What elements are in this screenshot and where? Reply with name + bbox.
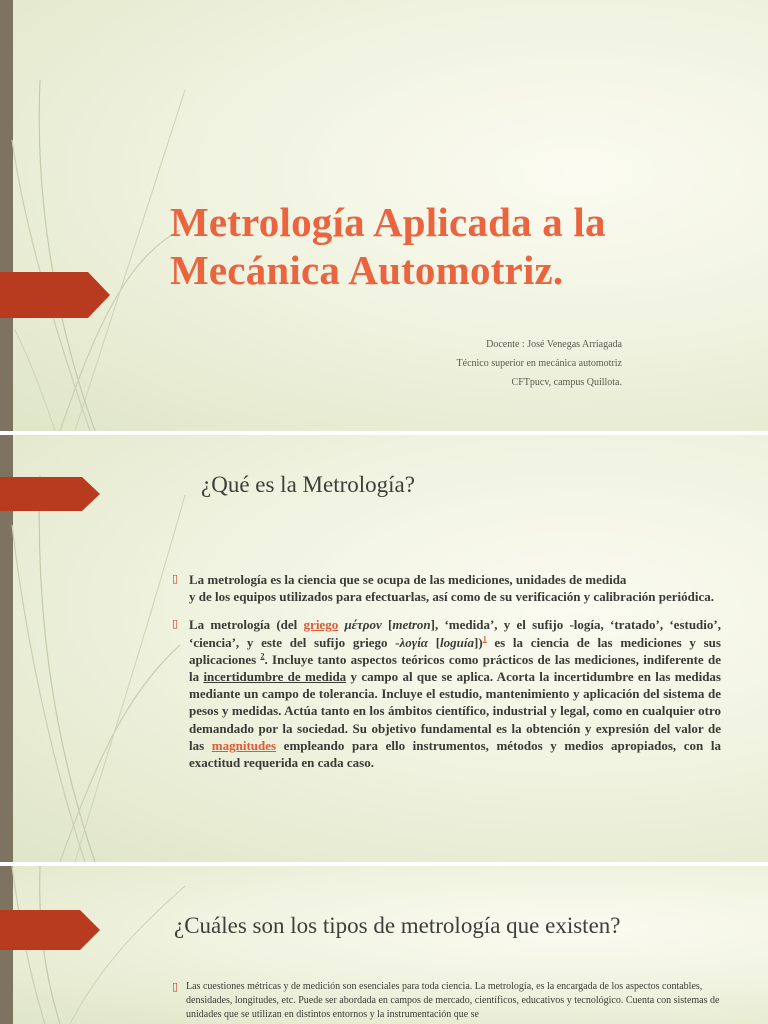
bullet-marker-icon: ▯ <box>172 618 179 631</box>
text-segment: es la ciencia de las mediciones y sus aplicaciones <box>189 634 721 667</box>
text-segment: . Incluye tanto aspectos teóricos como prácticos de las mediciones, indiferente de la <box>189 651 721 685</box>
text-segment: La metrología (del <box>189 617 304 633</box>
bullet-list <box>172 571 721 771</box>
list-item <box>172 616 721 771</box>
bullet-list <box>172 980 720 1022</box>
bullet-1-line-1: La metrología es la ciencia que se ocupa de las mediciones, unidades de medida <box>189 572 627 587</box>
greek-word: λογία <box>399 634 428 650</box>
text-segment: ], ‘medida’, y el sufijo -logía, ‘tratado’, ‘estudio’, ‘ciencia’, y este del sufijo griego - <box>189 617 721 650</box>
bullet-text: Las cuestiones métricas y de medición son esenciales para toda ciencia. La metrología, es la encargada de los aspectos contables, densidades, longitudes, etc. Puede ser abordada en campos de mercado, científicos, educativos y tecnológico. Cuenta con sistemas de unidades que se utilizan en distintos entornos y la instrumentación que se <box>186 981 720 1020</box>
greek-transliteration: metron <box>392 617 431 633</box>
link-griego[interactable]: griego <box>303 617 339 633</box>
bullet-1-line-2: y de los equipos utilizados para efectuarlas, así como de su verificación y calibración periódica. <box>189 589 715 605</box>
left-accent-bar <box>0 0 13 431</box>
greek-transliteration: loguía <box>440 634 475 650</box>
slide-arrow-icon <box>0 910 100 950</box>
presentation-title <box>170 198 606 294</box>
slide-heading: ¿Cuáles son los tipos de metrología que existen? <box>174 913 621 938</box>
teacher-name: Docente : José Venegas Arriagada <box>486 339 622 350</box>
text-segment: ]) <box>474 634 483 650</box>
link-magnitudes[interactable]: magnitudes <box>211 737 277 753</box>
teacher-title: Técnico superior en mecánica automotriz <box>456 358 622 369</box>
slide-what-is-metrology <box>0 435 768 862</box>
list-item <box>172 571 721 605</box>
greek-word: μέτρον <box>344 617 382 633</box>
title-line-2: Mecánica Automotriz. <box>170 247 564 293</box>
bullet-marker-icon: ▯ <box>172 981 179 993</box>
title-line-1: Metrología Aplicada a la <box>170 199 606 245</box>
text-segment: [ <box>381 617 393 633</box>
author-info <box>457 335 622 392</box>
slide-heading: ¿Qué es la Metrología? <box>201 472 415 497</box>
slide-arrow-icon <box>0 477 100 511</box>
footnote-link[interactable]: 2 <box>260 651 265 661</box>
slide-arrow-icon <box>0 272 110 318</box>
campus-name: CFTpucv, campus Quillota. <box>511 377 622 388</box>
slide-metrology-types <box>0 866 768 1024</box>
list-item <box>172 980 720 1022</box>
slide-title <box>0 0 768 431</box>
text-segment: y campo al que se aplica. Acorta la incertidumbre en las medidas mediante un campo de tolerancia. Incluye el estudio, mantenimiento y aplicación del sistema de pesos y medidas. Actúa tanto en los ámbitos científico, industrial y legal, como en cualquier otro demandado por la sociedad. Su objetivo fundamental es la obtención y expresión del valor de las <box>189 669 721 753</box>
footnote-link[interactable]: 1 <box>482 634 487 644</box>
bullet-marker-icon: ▯ <box>172 573 179 585</box>
link-incertidumbre[interactable]: incertidumbre de medida <box>203 669 347 685</box>
text-segment: empleando para ello instrumentos, métodos y medios apropiados, con la exactitud requerida en cada caso. <box>189 737 721 771</box>
text-segment: [ <box>428 634 441 650</box>
